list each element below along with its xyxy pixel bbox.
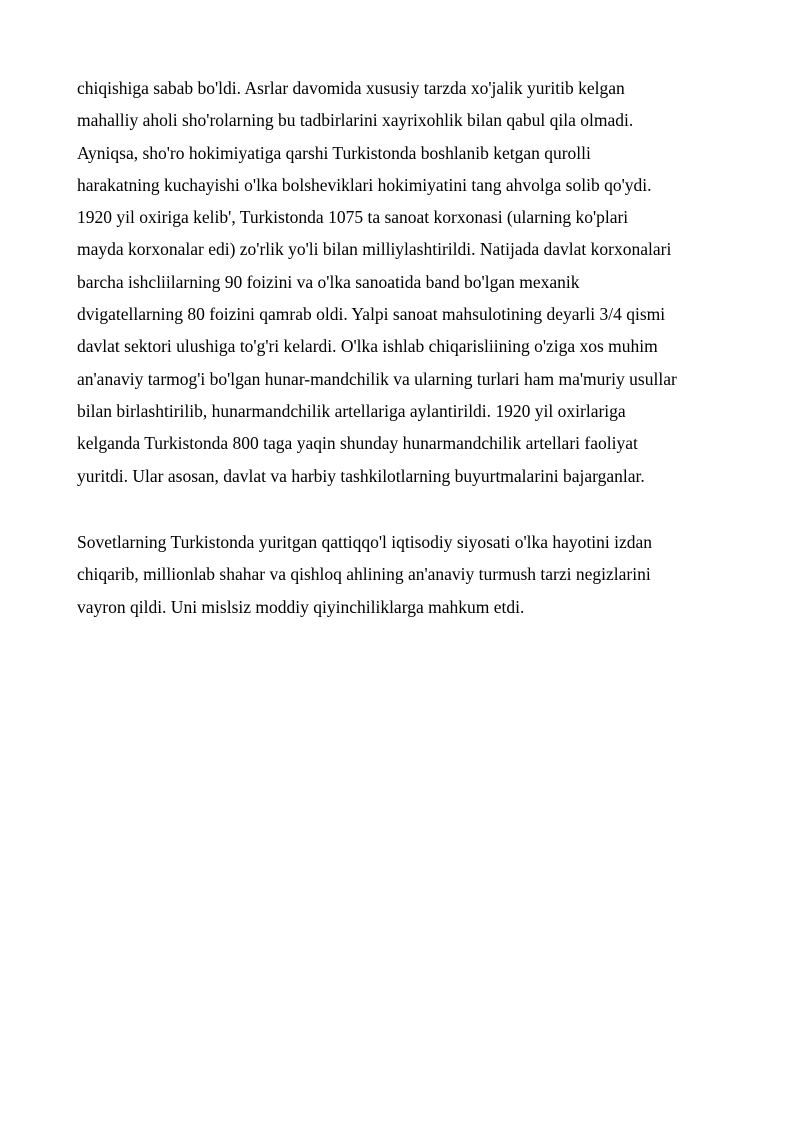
- paragraph-line: davlat sektori ulushiga to'g'ri kelardi. O'lka ishlab chiqarisliining o'ziga xos muhim: [77, 336, 658, 357]
- paragraph-line: vayron qildi. Uni mislsiz moddiy qiyinchiliklarga mahkum etdi.: [77, 596, 525, 617]
- paragraph-line: 1920 yil oxiriga kelib', Turkistonda 1075 ta sanoat korxonasi (ularning ko'plari: [77, 207, 629, 228]
- paragraph-line: chiqarib, millionlab shahar va qishloq ahlining an'anaviy turmush tarzi negizlarini: [77, 564, 651, 585]
- paragraph-line: bilan birlashtirilib, hunarmandchilik artellariga aylantirildi. 1920 yil oxirlariga: [77, 400, 626, 421]
- paragraph-line: yuritdi. Ular asosan, davlat va harbiy tashkilotlarning buyurtmalarini bajarganlar.: [77, 465, 645, 486]
- paragraph-line: an'anaviy tarmog'i bo'lgan hunar-mandchilik va ularning turlari ham ma'muriy usullar: [77, 368, 677, 389]
- paragraph-2: [77, 526, 737, 623]
- paragraph-line: dvigatellarning 80 foizini qamrab oldi. Yalpi sanoat mahsulotining deyarli 3/4 qismi: [77, 304, 666, 325]
- paragraph-line: barcha ishcliilarning 90 foizini va o'lka sanoatida band bo'lgan mexanik: [77, 271, 580, 292]
- paragraph-line: mayda korxonalar edi) zo'rlik yo'li bilan milliylashtirildi. Natijada davlat korxonalari: [77, 239, 672, 260]
- paragraph-1: [77, 72, 737, 492]
- paragraph-line: mahalliy aholi sho'rolarning bu tadbirlarini xayrixohlik bilan qabul qila olmadi.: [77, 110, 634, 131]
- paragraph-line: chiqishiga sabab bo'ldi. Asrlar davomida xususiy tarzda xo'jalik yuritib kelgan: [77, 78, 625, 98]
- paragraph-line: Ayniqsa, sho'ro hokimiyatiga qarshi Turkistonda boshlanib ketgan qurolli: [77, 142, 591, 163]
- paragraph-line: kelganda Turkistonda 800 taga yaqin shunday hunarmandchilik artellari faoliyat: [77, 433, 638, 454]
- paragraph-line: Sovetlarning Turkistonda yuritgan qattiqqo'l iqtisodiy siyosati o'lka hayotini izdan: [77, 532, 653, 552]
- paragraph-line: harakatning kuchayishi o'lka bolsheviklari hokimiyatini tang ahvolga solib qo'ydi.: [77, 174, 652, 195]
